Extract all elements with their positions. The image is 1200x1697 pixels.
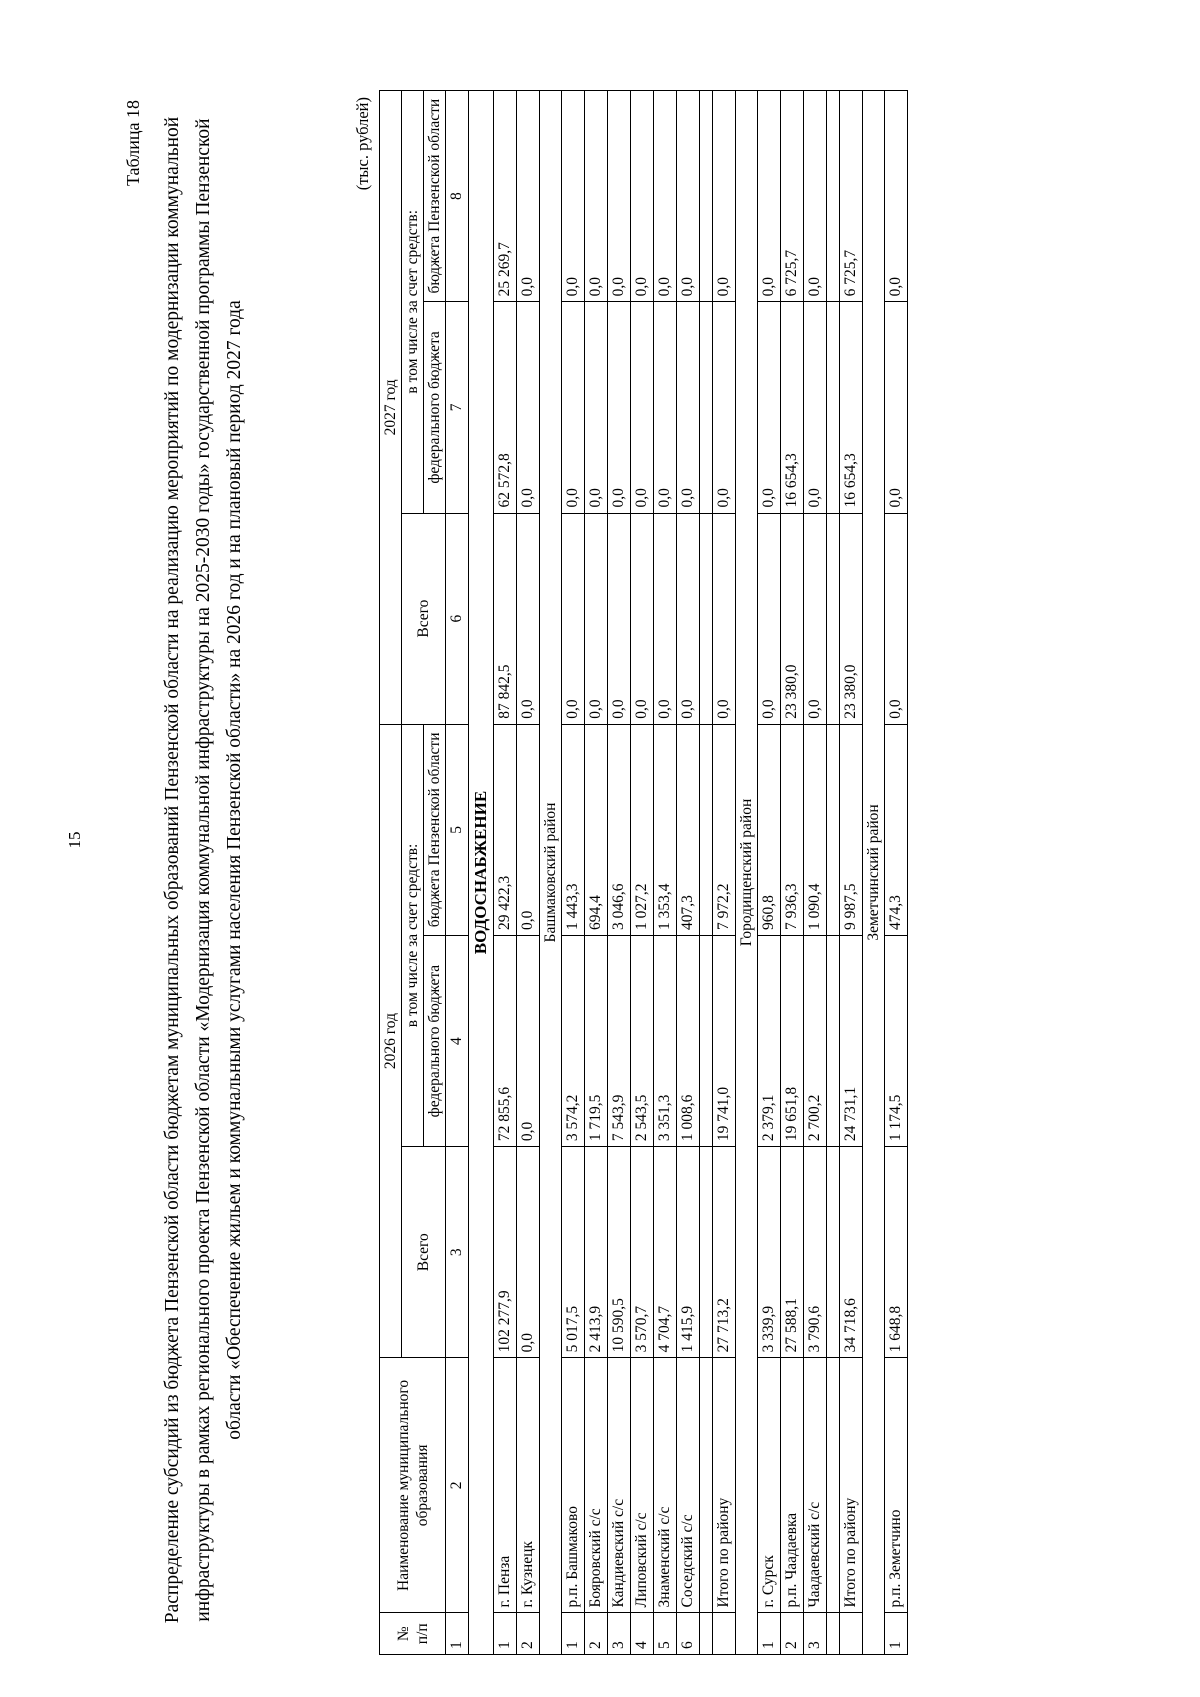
value-cell: 0,0 bbox=[562, 302, 585, 513]
value-cell: 0,0 bbox=[677, 513, 700, 724]
table-row bbox=[885, 91, 908, 1655]
municipality-name: Знаменский с/с bbox=[654, 1358, 677, 1613]
row-number: 3 bbox=[608, 1613, 631, 1655]
spacer-row bbox=[700, 91, 713, 1655]
subsidy-table bbox=[379, 90, 908, 1655]
document-title: Распределение субсидий из бюджета Пензенской области бюджетам муниципальных образований Пензенской области на реализацию мероприятий по модернизации коммунальной инфраструктуры в рамках регионального проекта Пензенской области «Модернизация коммунальной инфраструктуры на 2025-2030 годы» государственной программы Пензенской области «Обеспечение жильем и коммунальными услугами населения Пензенской области» на 2026 год и на плановый период 2027 года bbox=[162, 116, 245, 1624]
value-cell: 25 269,7 bbox=[494, 91, 517, 302]
municipality-name: р.п. Чаадаевка bbox=[781, 1358, 804, 1613]
table-row bbox=[494, 91, 517, 1655]
value-cell: 0,0 bbox=[804, 91, 827, 302]
value-cell: 3 574,2 bbox=[562, 935, 585, 1146]
value-cell: 24 731,1 bbox=[840, 935, 863, 1146]
value-cell: 2 379,1 bbox=[758, 935, 781, 1146]
value-cell: 0,0 bbox=[585, 91, 608, 302]
header-reg-2027: бюджета Пензенской области bbox=[424, 91, 446, 302]
empty-cell bbox=[827, 513, 840, 724]
table-row bbox=[781, 91, 804, 1655]
empty-cell bbox=[827, 1358, 840, 1613]
municipality-name: Чаадаевский с/с bbox=[804, 1358, 827, 1613]
value-cell: 4 704,7 bbox=[654, 1147, 677, 1358]
value-cell: 0,0 bbox=[517, 513, 540, 724]
header-total-2027: Всего bbox=[402, 513, 446, 724]
value-cell: 1 415,9 bbox=[677, 1147, 700, 1358]
table-row bbox=[631, 91, 654, 1655]
municipality-name: Липовский с/с bbox=[631, 1358, 654, 1613]
col-number: 6 bbox=[446, 513, 469, 724]
district-name: Земетчинский район bbox=[863, 91, 885, 1655]
value-cell: 3 046,6 bbox=[608, 724, 631, 935]
spacer-row bbox=[827, 91, 840, 1655]
value-cell: 1 027,2 bbox=[631, 724, 654, 935]
value-cell: 23 380,0 bbox=[781, 513, 804, 724]
value-cell: 694,4 bbox=[585, 724, 608, 935]
header-incl-2027: в том числе за счет средств: bbox=[402, 91, 424, 514]
value-cell: 0,0 bbox=[654, 91, 677, 302]
col-number: 4 bbox=[446, 935, 469, 1146]
value-cell: 0,0 bbox=[562, 513, 585, 724]
col-number: 3 bbox=[446, 1147, 469, 1358]
municipality-name: р.п. Башмаково bbox=[562, 1358, 585, 1613]
value-cell: 1 648,8 bbox=[885, 1147, 908, 1358]
units-note: (тыс. рублей) bbox=[353, 97, 372, 191]
table-row bbox=[654, 91, 677, 1655]
empty-cell bbox=[827, 1147, 840, 1358]
municipality-name: Кандиевский с/с bbox=[608, 1358, 631, 1613]
table-row bbox=[677, 91, 700, 1655]
value-cell: 1 008,6 bbox=[677, 935, 700, 1146]
value-cell: 0,0 bbox=[631, 91, 654, 302]
row-number: 1 bbox=[885, 1613, 908, 1655]
value-cell: 0,0 bbox=[885, 302, 908, 513]
value-cell: 0,0 bbox=[608, 91, 631, 302]
value-cell: 0,0 bbox=[585, 302, 608, 513]
header-incl-2026: в том числе за счет средств: bbox=[402, 724, 424, 1146]
value-cell: 16 654,3 bbox=[840, 302, 863, 513]
value-cell: 0,0 bbox=[585, 513, 608, 724]
municipality-name: Итого по району bbox=[840, 1358, 863, 1613]
row-number: 5 bbox=[654, 1613, 677, 1655]
row-number: 1 bbox=[758, 1613, 781, 1655]
section-title: ВОДОСНАБЖЕНИЕ bbox=[469, 91, 494, 1655]
row-number: 6 bbox=[677, 1613, 700, 1655]
col-number: 7 bbox=[446, 302, 469, 513]
municipality-name: Итого по району bbox=[713, 1358, 736, 1613]
municipality-name: г. Сурск bbox=[758, 1358, 781, 1613]
value-cell: 0,0 bbox=[758, 302, 781, 513]
value-cell: 3 339,9 bbox=[758, 1147, 781, 1358]
value-cell: 3 790,6 bbox=[804, 1147, 827, 1358]
district-total-row bbox=[713, 91, 736, 1655]
value-cell: 0,0 bbox=[517, 935, 540, 1146]
empty-cell bbox=[827, 724, 840, 935]
value-cell: 0,0 bbox=[713, 513, 736, 724]
value-cell: 3 351,3 bbox=[654, 935, 677, 1146]
value-cell: 407,3 bbox=[677, 724, 700, 935]
row-number: 2 bbox=[781, 1613, 804, 1655]
col-number: 8 bbox=[446, 91, 469, 302]
value-cell: 0,0 bbox=[677, 302, 700, 513]
value-cell: 0,0 bbox=[517, 91, 540, 302]
row-number bbox=[713, 1613, 736, 1655]
header-reg-2026: бюджета Пензенской области bbox=[424, 724, 446, 935]
table-row bbox=[562, 91, 585, 1655]
value-cell: 1 719,5 bbox=[585, 935, 608, 1146]
value-cell: 0,0 bbox=[517, 1147, 540, 1358]
header-fed-2026: федерального бюджета bbox=[424, 935, 446, 1146]
value-cell: 29 422,3 bbox=[494, 724, 517, 935]
row-number: 4 bbox=[631, 1613, 654, 1655]
value-cell: 0,0 bbox=[758, 513, 781, 724]
value-cell: 9 987,5 bbox=[840, 724, 863, 935]
header-year-2026: 2026 год bbox=[380, 724, 402, 1358]
header-year-2027: 2027 год bbox=[380, 91, 402, 725]
table-row bbox=[585, 91, 608, 1655]
value-cell: 62 572,8 bbox=[494, 302, 517, 513]
district-row bbox=[863, 91, 885, 1655]
municipality-name: Бояровский с/с bbox=[585, 1358, 608, 1613]
table-row bbox=[517, 91, 540, 1655]
table-row bbox=[608, 91, 631, 1655]
value-cell: 7 936,3 bbox=[781, 724, 804, 935]
row-number: 2 bbox=[585, 1613, 608, 1655]
table-row bbox=[758, 91, 781, 1655]
value-cell: 0,0 bbox=[677, 91, 700, 302]
value-cell: 0,0 bbox=[885, 91, 908, 302]
empty-cell bbox=[827, 302, 840, 513]
header-row-1 bbox=[380, 91, 402, 1655]
column-numbers-row bbox=[446, 91, 469, 1655]
value-cell: 960,8 bbox=[758, 724, 781, 935]
value-cell: 0,0 bbox=[758, 91, 781, 302]
value-cell: 27 588,1 bbox=[781, 1147, 804, 1358]
value-cell: 0,0 bbox=[562, 91, 585, 302]
value-cell: 6 725,7 bbox=[840, 91, 863, 302]
value-cell: 0,0 bbox=[608, 302, 631, 513]
value-cell: 16 654,3 bbox=[781, 302, 804, 513]
header-total-2026: Всего bbox=[402, 1147, 446, 1358]
value-cell: 102 277,9 bbox=[494, 1147, 517, 1358]
empty-cell bbox=[827, 935, 840, 1146]
value-cell: 0,0 bbox=[517, 724, 540, 935]
col-number: 2 bbox=[446, 1358, 469, 1613]
empty-cell bbox=[700, 302, 713, 513]
value-cell: 7 543,9 bbox=[608, 935, 631, 1146]
value-cell: 34 718,6 bbox=[840, 1147, 863, 1358]
page-number: 15 bbox=[65, 831, 84, 849]
value-cell: 10 590,5 bbox=[608, 1147, 631, 1358]
value-cell: 0,0 bbox=[713, 91, 736, 302]
rotated-page-content bbox=[105, 75, 1200, 1665]
value-cell: 0,0 bbox=[631, 302, 654, 513]
value-cell: 19 651,8 bbox=[781, 935, 804, 1146]
row-number: 1 bbox=[494, 1613, 517, 1655]
value-cell: 0,0 bbox=[631, 513, 654, 724]
value-cell: 19 741,0 bbox=[713, 935, 736, 1146]
value-cell: 1 353,4 bbox=[654, 724, 677, 935]
value-cell: 3 570,7 bbox=[631, 1147, 654, 1358]
header-num: № п/п bbox=[380, 1613, 446, 1655]
value-cell: 7 972,2 bbox=[713, 724, 736, 935]
row-number: 3 bbox=[804, 1613, 827, 1655]
value-cell: 2 700,2 bbox=[804, 935, 827, 1146]
municipality-name: г. Пенза bbox=[494, 1358, 517, 1613]
value-cell: 1 443,3 bbox=[562, 724, 585, 935]
municipality-name: г. Кузнецк bbox=[517, 1358, 540, 1613]
value-cell: 0,0 bbox=[654, 513, 677, 724]
row-number bbox=[840, 1613, 863, 1655]
value-cell: 0,0 bbox=[885, 513, 908, 724]
municipality-name: Соседский с/с bbox=[677, 1358, 700, 1613]
value-cell: 23 380,0 bbox=[840, 513, 863, 724]
value-cell: 1 174,5 bbox=[885, 935, 908, 1146]
value-cell: 2 543,5 bbox=[631, 935, 654, 1146]
value-cell: 0,0 bbox=[804, 302, 827, 513]
value-cell: 0,0 bbox=[804, 513, 827, 724]
district-row bbox=[540, 91, 562, 1655]
header-fed-2027: федерального бюджета bbox=[424, 302, 446, 513]
empty-cell bbox=[700, 724, 713, 935]
empty-cell bbox=[827, 1613, 840, 1655]
value-cell: 72 855,6 bbox=[494, 935, 517, 1146]
col-number: 1 bbox=[446, 1613, 469, 1655]
district-name: Городищенский район bbox=[736, 91, 758, 1655]
value-cell: 6 725,7 bbox=[781, 91, 804, 302]
empty-cell bbox=[700, 935, 713, 1146]
value-cell: 0,0 bbox=[517, 302, 540, 513]
row-number: 1 bbox=[562, 1613, 585, 1655]
section-row bbox=[469, 91, 494, 1655]
district-name: Башмаковский район bbox=[540, 91, 562, 1655]
empty-cell bbox=[700, 1358, 713, 1613]
value-cell: 5 017,5 bbox=[562, 1147, 585, 1358]
value-cell: 27 713,2 bbox=[713, 1147, 736, 1358]
value-cell: 1 090,4 bbox=[804, 724, 827, 935]
district-row bbox=[736, 91, 758, 1655]
value-cell: 0,0 bbox=[654, 302, 677, 513]
value-cell: 87 842,5 bbox=[494, 513, 517, 724]
value-cell: 474,3 bbox=[885, 724, 908, 935]
empty-cell bbox=[700, 1613, 713, 1655]
empty-cell bbox=[700, 1147, 713, 1358]
empty-cell bbox=[827, 91, 840, 302]
table-label: Таблица 18 bbox=[123, 100, 143, 186]
empty-cell bbox=[700, 91, 713, 302]
district-total-row bbox=[840, 91, 863, 1655]
col-number: 5 bbox=[446, 724, 469, 935]
value-cell: 0,0 bbox=[608, 513, 631, 724]
value-cell: 0,0 bbox=[713, 302, 736, 513]
table-row bbox=[804, 91, 827, 1655]
row-number: 2 bbox=[517, 1613, 540, 1655]
municipality-name: р.п. Земетчино bbox=[885, 1358, 908, 1613]
empty-cell bbox=[700, 513, 713, 724]
value-cell: 2 413,9 bbox=[585, 1147, 608, 1358]
header-name: Наименование муниципального образования bbox=[380, 1358, 446, 1613]
